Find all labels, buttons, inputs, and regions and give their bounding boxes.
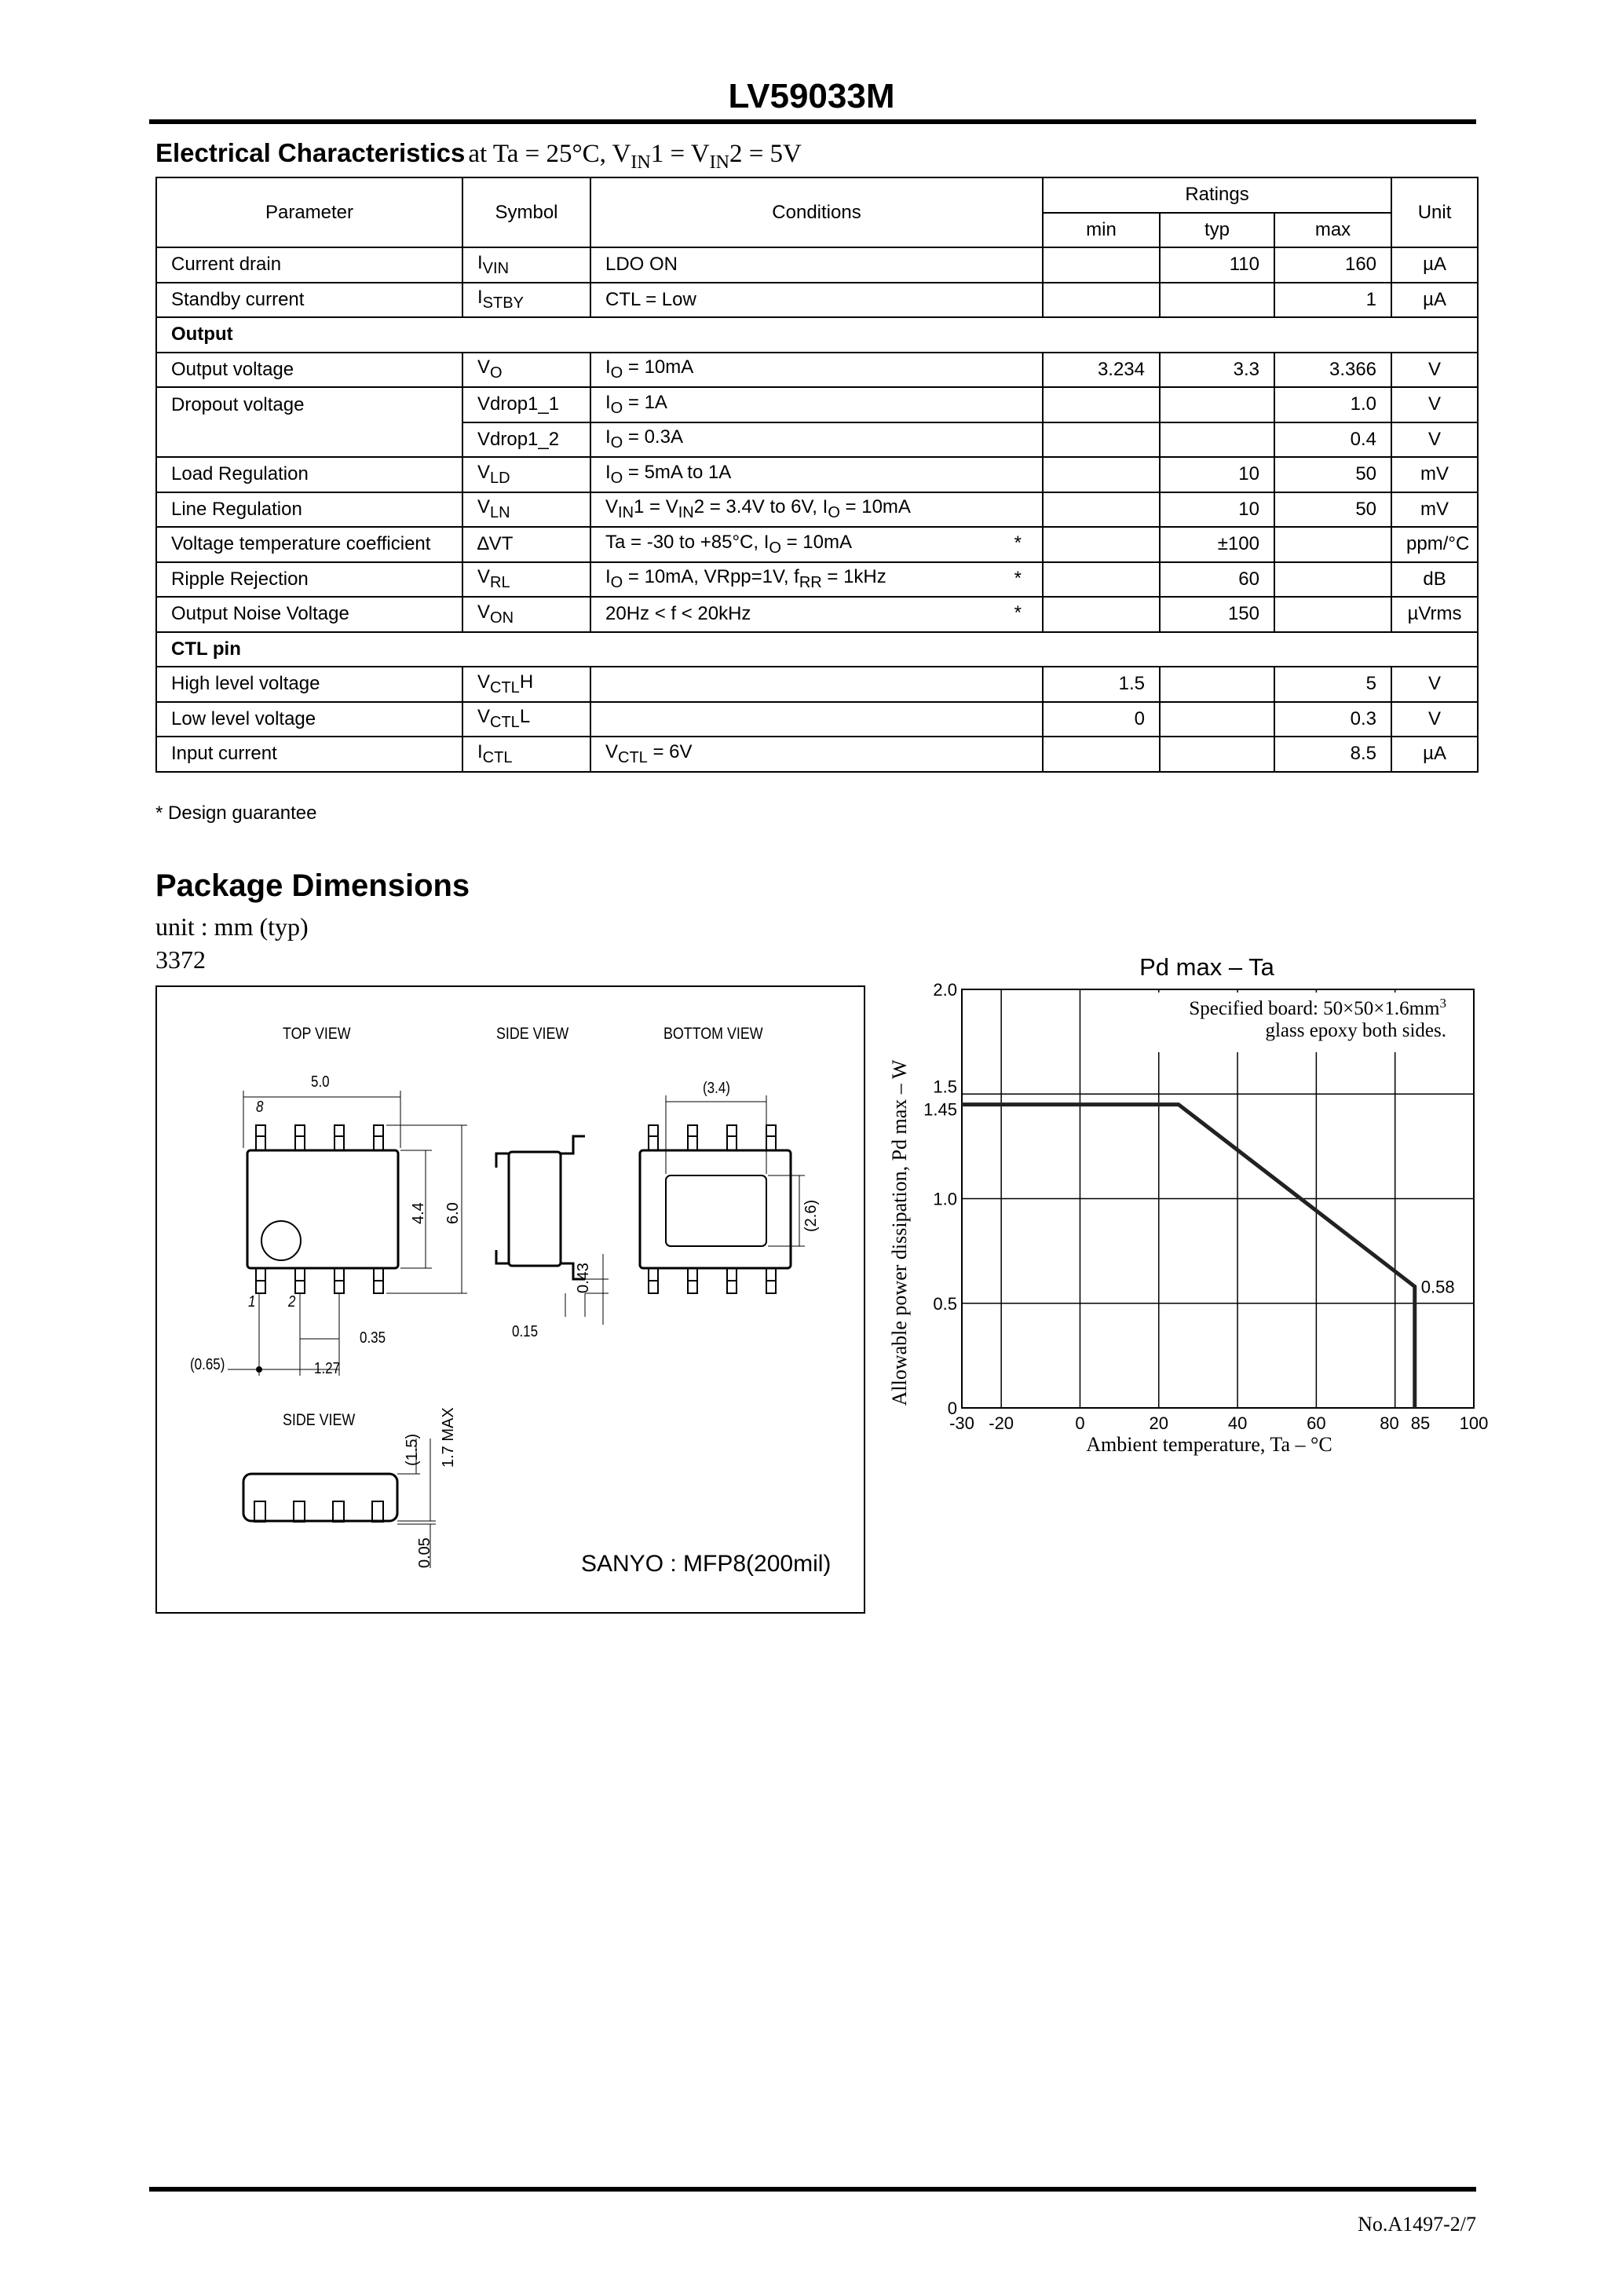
dim-offset: (0.65) [190,1356,225,1373]
dim-standoff: 0.15 [512,1323,539,1340]
cell-param: Voltage temperature coefficient [156,527,462,562]
package-unit: unit : mm (typ) [155,912,309,941]
table-header-row [156,177,1478,213]
package-code: 3372 [155,945,206,974]
cell-typ [1160,422,1274,458]
top-view-label: TOP VIEW [283,1025,351,1043]
col-unit: Unit [1391,177,1478,247]
x-tick-label: 40 [1227,1413,1248,1433]
cell-typ: 10 [1160,492,1274,528]
cell-min [1043,422,1160,458]
cell-symbol: $V_{RL}$ [462,562,590,598]
bottom-view-label: BOTTOM VIEW [663,1025,763,1043]
table-row [156,387,1478,422]
cell-unit: mV [1391,492,1478,528]
section-ctl-pin: CTL pin [156,632,1478,667]
cell-typ [1160,667,1274,702]
side-view2-label: SIDE VIEW [283,1411,356,1429]
pd-ta-chart [879,942,1492,1468]
cell-symbol: ∆VT [462,527,590,562]
annotation-line1: Specified board: $50\times 50\times 1.6mm^3$ [1189,996,1446,1019]
cell-unit: V [1391,422,1478,458]
pin-2-label: 2 [288,1293,296,1311]
table-section-row [156,632,1478,667]
cell-unit: ppm/°C [1391,527,1478,562]
cell-typ: 3.3 [1160,353,1274,388]
table-section-row [156,317,1478,353]
cell-param: Dropout voltage [156,387,462,457]
y-axis-label: Allowable power dissipation, Pd max – W [888,1059,911,1406]
package-outline-drawing [157,987,867,1615]
x-tick-label: -20 [989,1413,1014,1433]
cell-max: 50 [1274,492,1391,528]
x-tick-label: 85 [1410,1413,1431,1433]
series-line [962,1105,1415,1408]
cell-unit: dB [1391,562,1478,598]
cell-min: 1.5 [1043,667,1160,702]
cell-min [1043,283,1160,318]
cell-param: Current drain [156,247,462,283]
cell-max: 0.4 [1274,422,1391,458]
col-ratings: Ratings [1043,177,1391,213]
cell-max: 0.3 [1274,702,1391,737]
table-row [156,597,1478,632]
y-tick-label: 1.5 [933,1077,957,1097]
cell-symbol: $V_{CTL}H$ [462,667,590,702]
annotation-line2: glass epoxy both sides. [1265,1020,1446,1041]
package-name: SANYO : MFP8(200mil) [581,1551,832,1577]
cell-conditions: $I_O = 10mA$ [590,353,1043,388]
bottom-view-body [640,1150,791,1268]
col-min: min [1043,213,1160,248]
cell-typ: 110 [1160,247,1274,283]
cell-conditions: Ta = -30 to +85°C, $I_O = 10mA$ * [590,527,1043,562]
side-view-body [509,1152,561,1266]
top-view-leads-bottom [256,1268,383,1293]
cell-unit: V [1391,353,1478,388]
table-row [156,247,1478,283]
table-row [156,353,1478,388]
cell-max: 1.0 [1274,387,1391,422]
x-tick-labels [949,1413,1488,1433]
x-tick-label: -30 [949,1413,974,1433]
cell-max [1274,597,1391,632]
pin-1-label: 1 [248,1293,256,1311]
cell-min [1043,737,1160,772]
table-row [156,492,1478,528]
cell-conditions: $I_O = 0.3A$ [590,422,1043,458]
cell-min: 3.234 [1043,353,1160,388]
cell-conditions: $V_{IN}1 = V_{IN}2 = 3.4V$ to 6V, $I_O = 10mA$ [590,492,1043,528]
cell-unit: V [1391,667,1478,702]
col-conditions: Conditions [590,177,1043,247]
electrical-heading [155,138,802,174]
cell-conditions: 20Hz < f < 20kHz * [590,597,1043,632]
x-tick-label: 0 [1075,1413,1085,1433]
x-tick-label: 60 [1307,1413,1326,1433]
cell-unit: µA [1391,247,1478,283]
cell-unit: µA [1391,283,1478,318]
cell-conditions: $I_O = 5mA$ to 1A [590,457,1043,492]
cell-unit: µA [1391,737,1478,772]
header-rule [149,119,1476,124]
cell-unit: µVrms [1391,597,1478,632]
cell-symbol: $I_{CTL}$ [462,737,590,772]
design-guarantee-mark: * [1014,567,1022,589]
cell-unit: V [1391,702,1478,737]
table-row [156,562,1478,598]
bottom-view-leads-top [649,1125,776,1150]
footer-rule [149,2187,1476,2192]
cell-min [1043,492,1160,528]
cell-typ [1160,702,1274,737]
cell-max: 5 [1274,667,1391,702]
y-tick-label: 0 [947,1398,957,1418]
cell-max [1274,562,1391,598]
cell-param: Input current [156,737,462,772]
y-tick-labels [923,980,957,1418]
side-view-label: SIDE VIEW [496,1025,569,1043]
dim-width: 5.0 [311,1073,330,1091]
page-title: LV59033M [728,77,895,115]
cell-min [1043,562,1160,598]
design-guarantee-mark: * [1014,602,1022,623]
dim-pad-height: (2.6) [802,1199,820,1232]
cell-typ [1160,387,1274,422]
cell-min [1043,457,1160,492]
x-axis-label: Ambient temperature, Ta – °C [1086,1433,1332,1456]
cell-typ: 60 [1160,562,1274,598]
bottom-view-leads-bottom [649,1268,776,1293]
dim-thick: 0.43 [575,1263,592,1293]
dim-clearance: 0.05 [416,1537,433,1568]
design-guarantee-mark: * [1014,532,1022,554]
y-tick-label: 1.45 [923,1099,957,1120]
cell-symbol: $V_{ON}$ [462,597,590,632]
exposed-pad [666,1175,766,1246]
cell-symbol: $I_{VIN}$ [462,247,590,283]
cell-symbol: $V_O$ [462,353,590,388]
pin1-marker [261,1221,301,1260]
col-typ: typ [1160,213,1274,248]
point-label: 0.58 [1420,1277,1455,1297]
table-row [156,527,1478,562]
cell-typ: 150 [1160,597,1274,632]
electrical-heading-conditions: at Ta = 25°C, $V_{IN}1 = V_{IN}2 = 5V$ [468,140,802,173]
table-row [156,702,1478,737]
page-number: No.A1497-2/7 [1358,2213,1476,2236]
cell-param: Low level voltage [156,702,462,737]
cell-conditions: $V_{CTL} = 6V$ [590,737,1043,772]
cell-unit: mV [1391,457,1478,492]
cell-conditions: CTL = Low [590,283,1043,318]
cell-max: 1 [1274,283,1391,318]
cell-min [1043,247,1160,283]
cell-max: 8.5 [1274,737,1391,772]
cell-symbol: Vdrop1_1 [462,387,590,422]
cell-symbol: $V_{LN}$ [462,492,590,528]
cell-max: 160 [1274,247,1391,283]
cell-param: Output voltage [156,353,462,388]
side-view2-leads [254,1501,383,1522]
cell-max: 3.366 [1274,353,1391,388]
dim-pitch: 1.27 [314,1360,341,1377]
cell-typ [1160,283,1274,318]
section-output: Output [156,317,1478,353]
x-tick-label: 80 [1380,1413,1399,1433]
cell-param: Line Regulation [156,492,462,528]
table-row [156,457,1478,492]
cell-conditions [590,702,1043,737]
cell-min [1043,597,1160,632]
cell-param: High level voltage [156,667,462,702]
chart-title: Pd max – Ta [1139,953,1274,981]
cell-min [1043,527,1160,562]
cell-typ: ±100 [1160,527,1274,562]
cell-unit: V [1391,387,1478,422]
cell-param: Load Regulation [156,457,462,492]
col-symbol: Symbol [462,177,590,247]
y-tick-label: 2.0 [933,980,957,1000]
x-tick-label: 20 [1149,1413,1169,1433]
electrical-table [155,177,1479,773]
col-max: max [1274,213,1391,248]
cell-max [1274,527,1391,562]
cell-symbol: Vdrop1_2 [462,422,590,458]
electrical-heading-title: Electrical Characteristics [155,138,466,167]
table-row [156,667,1478,702]
table-row [156,737,1478,772]
x-tick-label: 100 [1459,1413,1489,1433]
dim-lead: 0.35 [360,1329,386,1347]
package-drawing [155,985,865,1614]
top-view-body [247,1150,398,1268]
cell-param: Ripple Rejection [156,562,462,598]
cell-conditions [590,667,1043,702]
cell-typ [1160,737,1274,772]
cell-param: Standby current [156,283,462,318]
y-tick-label: 0.5 [933,1293,957,1314]
cell-symbol: $V_{CTL}L$ [462,702,590,737]
dim-overall: 6.0 [444,1202,462,1224]
cell-conditions: $I_O = 1A$ [590,387,1043,422]
cell-param: Output Noise Voltage [156,597,462,632]
cell-typ: 10 [1160,457,1274,492]
cell-conditions: LDO ON [590,247,1043,283]
side-view2-body [243,1474,397,1521]
cell-min: 0 [1043,702,1160,737]
footnote: * Design guarantee [155,803,317,824]
cell-conditions: $I_O = 10mA$, VRpp=1V, $f_{RR} = 1kHz$ * [590,562,1043,598]
col-parameter: Parameter [156,177,462,247]
cell-max: 50 [1274,457,1391,492]
cell-min [1043,387,1160,422]
cell-symbol: $I_{STBY}$ [462,283,590,318]
top-view-leads-top [256,1125,383,1150]
dim-pad-width: (3.4) [703,1080,730,1097]
cell-symbol: $V_{LD}$ [462,457,590,492]
pin-8-label: 8 [256,1099,264,1116]
table-row [156,283,1478,318]
package-heading: Package Dimensions [155,868,470,903]
dim-body: 4.4 [410,1202,427,1224]
y-tick-label: 1.0 [933,1189,957,1209]
dim-height: (1.5) [404,1433,421,1466]
dim-max-height: 1.7 MAX [440,1407,457,1468]
